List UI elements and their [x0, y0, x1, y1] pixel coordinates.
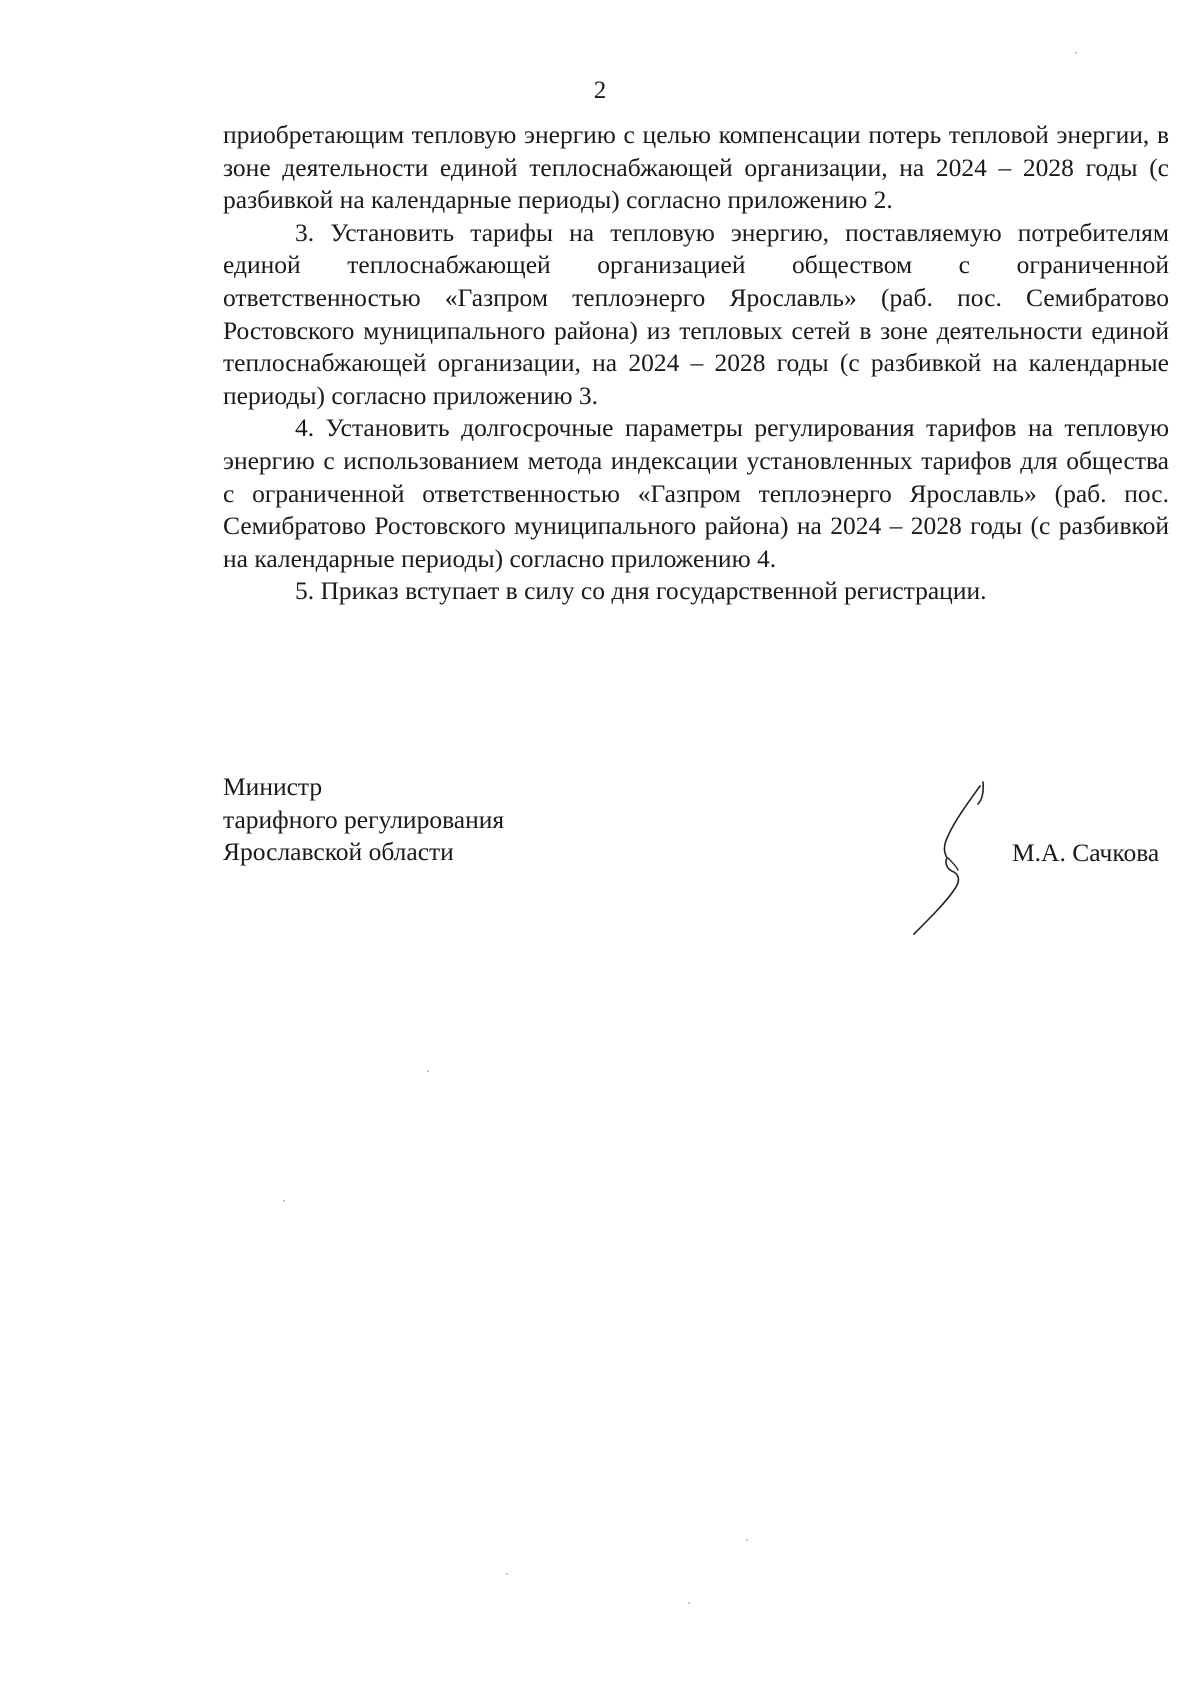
scan-speck: [427, 1070, 429, 1072]
paragraph-continuation: приобретающим тепловую энергию с целью компенсации потерь тепловой энергии, в зоне деятельности единой теплоснабжающей организации, на 2024 – 2028 годы (с разбивкой на календарные периоды) согласно приложению 2.: [223, 120, 1169, 215]
signatory-position-line: тарифного регулирования: [223, 804, 505, 834]
paragraph-item-3: 3. Установить тарифы на тепловую энергию, поставляемую потребителям единой теплоснабжающей организацией обществом с ограниченной ответственностью «Газпром теплоэнерго Ярославль» (раб. пос. Семибратово Ростовского муниципального района) из тепловых сетей в зоне деятельности единой теплоснабжающей организации, на 2024 – 2028 годы (с разбивкой на календарные периоды) согласно приложению 3.: [223, 217, 1169, 410]
scan-speck: [1075, 52, 1077, 54]
signatory-name: М.А. Сачкова: [1012, 838, 1160, 867]
signatory-position: [223, 771, 504, 869]
scan-speck: [283, 1200, 285, 1202]
signatory-position-line: Ярославской области: [223, 837, 454, 867]
scan-speck: [746, 1539, 748, 1541]
signatory-position-line: Министр: [223, 772, 323, 801]
paragraph-item-4: 4. Установить долгосрочные параметры регулирования тарифов на тепловую энергию с использованием метода индексации установленных тарифов для общества с ограниченной ответственностью «Газпром теплоэнерго Ярославль» (раб. пос. Семибратово Ростовского муниципального района) на 2024 – 2028 годы (с разбивкой на календарные периоды) согласно приложению 4.: [223, 413, 1169, 573]
paragraph-item-5: 5. Приказ вступает в силу со дня государственной регистрации.: [295, 576, 987, 606]
document-body: [223, 119, 1169, 608]
scan-speck: [506, 1573, 508, 1575]
page-number: 2: [593, 77, 607, 104]
scan-speck: [688, 1602, 690, 1604]
handwritten-signature: [900, 778, 1010, 938]
